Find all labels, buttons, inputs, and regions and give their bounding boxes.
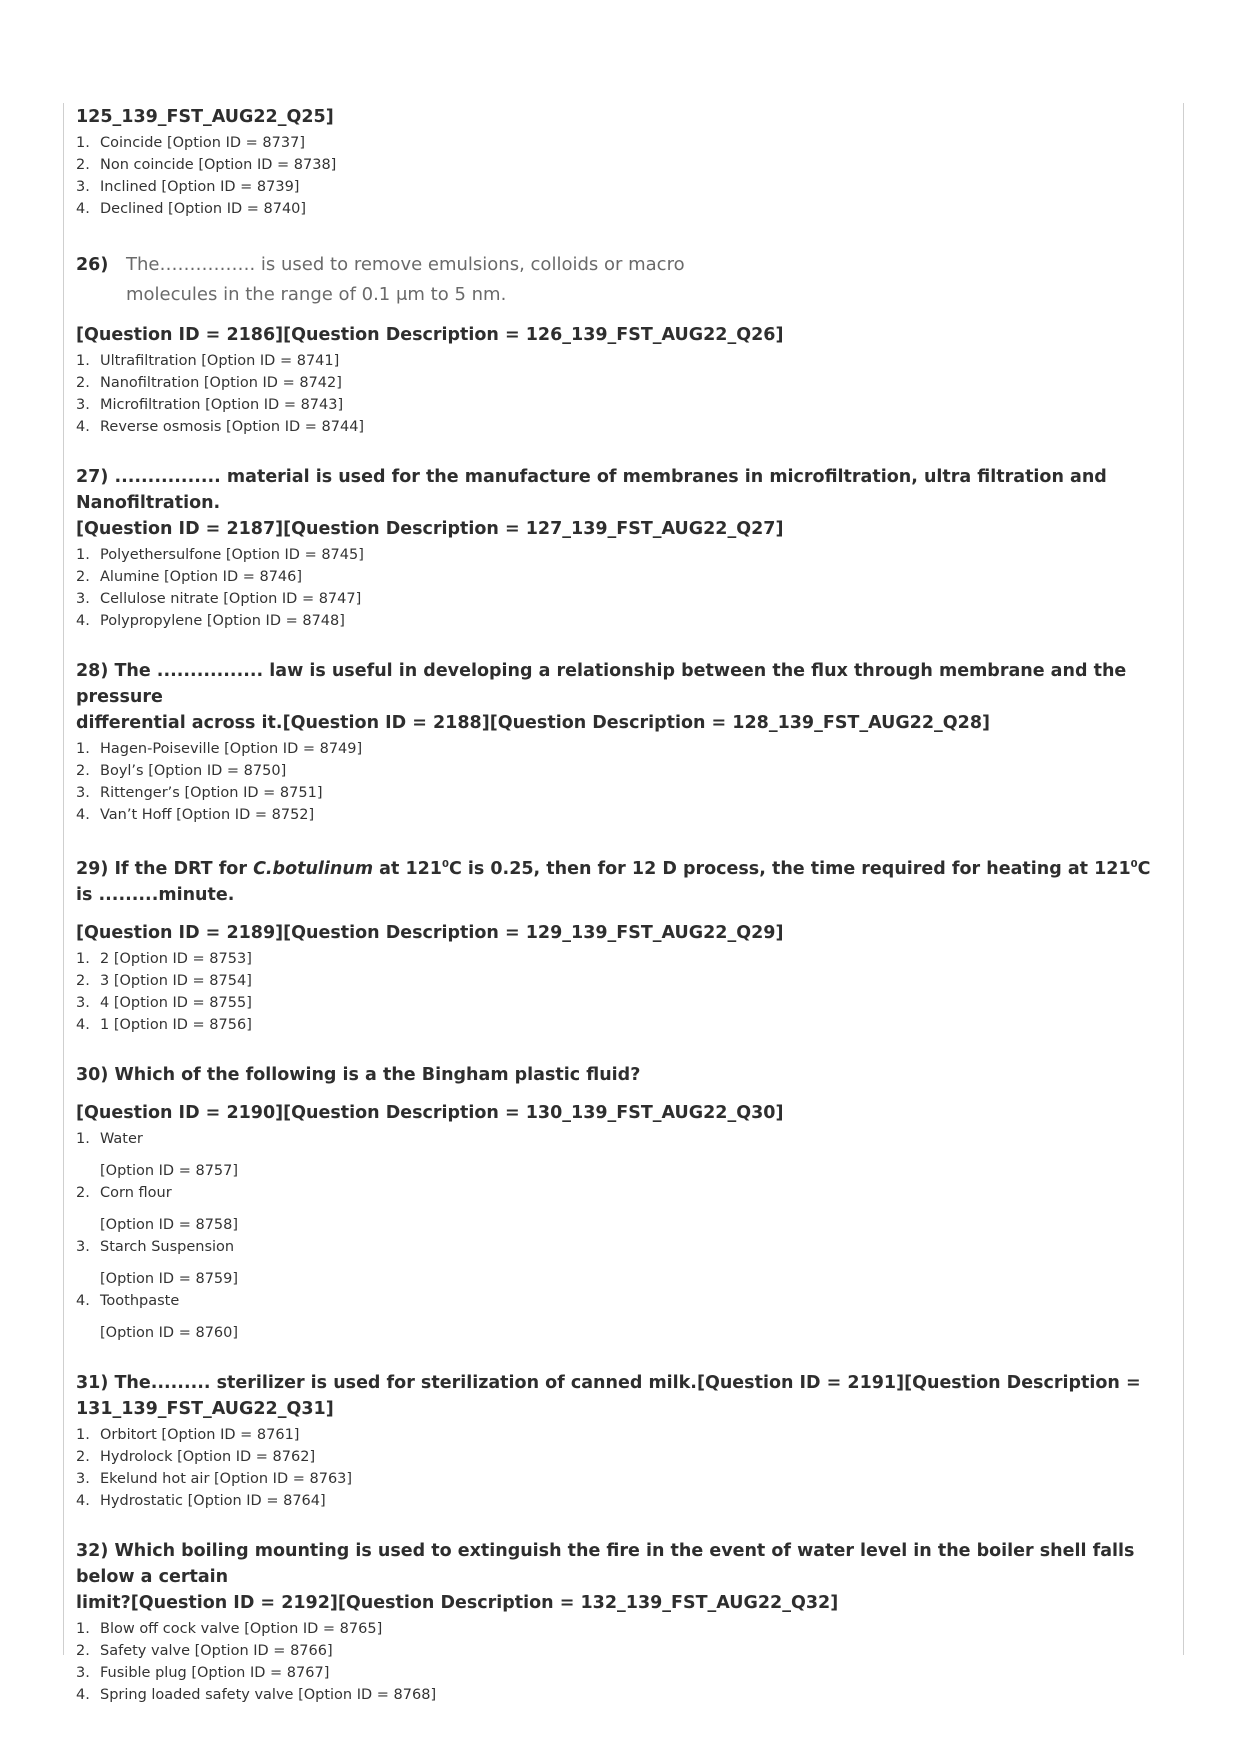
question-27-text: 27) ................ material is used for the manufacture of membranes in microfiltration, ultra filtration and Nanofiltration. bbox=[76, 467, 1107, 513]
question-26-options bbox=[76, 350, 1176, 438]
option-item: 1. Blow off cock valve [Option ID = 8765] bbox=[76, 1620, 383, 1637]
option-item: 4. Polypropylene [Option ID = 8748] bbox=[76, 613, 345, 629]
question-30-text: 30) Which of the following is a the Bingham plastic fluid? bbox=[76, 1064, 641, 1085]
question-32 bbox=[76, 1538, 1176, 1706]
option-item: 1. 2 [Option ID = 8753] bbox=[76, 950, 252, 967]
option-item: 4. Hydrostatic [Option ID = 8764] bbox=[76, 1492, 326, 1509]
question-31-id: 131_139_FST_AUG22_Q31] bbox=[76, 1398, 334, 1419]
question-27 bbox=[76, 464, 1176, 632]
question-26-stem bbox=[76, 250, 1176, 310]
question-27-options bbox=[76, 544, 1176, 632]
option-item: 3. Ekelund hot air [Option ID = 8763] bbox=[76, 1470, 353, 1487]
question-26 bbox=[76, 250, 1176, 438]
question-31-options bbox=[76, 1424, 1176, 1512]
question-30-options bbox=[76, 1128, 1176, 1344]
question-29-options bbox=[76, 948, 1176, 1036]
option-item: 4. Van’t Hoff [Option ID = 8752] bbox=[76, 807, 315, 823]
option-item: 1. Water [Option ID = 8757] bbox=[76, 1130, 239, 1179]
question-29-text: 29) If the DRT for C.botulinum at $121^0C$ is 0.25, then for 12 D process, the time required for heating at $121^0C$ bbox=[76, 858, 1151, 879]
option-item: 4. Declined [Option ID = 8740] bbox=[76, 201, 307, 217]
option-item: 2. Boyl’s [Option ID = 8750] bbox=[76, 763, 287, 779]
question-25-description: 125_139_FST_AUG22_Q25] bbox=[76, 107, 334, 127]
option-item: 4. Reverse osmosis [Option ID = 8744] bbox=[76, 419, 365, 435]
option-item: 1. Polyethersulfone [Option ID = 8745] bbox=[76, 547, 364, 563]
option-item: 3. 4 [Option ID = 8755] bbox=[76, 994, 252, 1011]
question-32-id: limit?[Question ID = 2192][Question Description = 132_139_FST_AUG22_Q32] bbox=[76, 1592, 839, 1613]
option-item: 2. Safety valve [Option ID = 8766] bbox=[76, 1642, 333, 1659]
question-25-options bbox=[76, 132, 1176, 220]
option-item: 3. Inclined [Option ID = 8739] bbox=[76, 179, 300, 195]
question-29-text-cont: is .........minute. bbox=[76, 884, 235, 905]
question-31-text: 31) The......... sterilizer is used for sterilization of canned milk.[Question ID = 2191][Question Description = bbox=[76, 1372, 1141, 1393]
option-item: 3. Rittenger’s [Option ID = 8751] bbox=[76, 785, 323, 801]
question-27-id: [Question ID = 2187][Question Description = 127_139_FST_AUG22_Q27] bbox=[76, 519, 784, 539]
question-page bbox=[76, 104, 1176, 1706]
question-32-options bbox=[76, 1618, 1176, 1706]
option-item: 3. Fusible plug [Option ID = 8767] bbox=[76, 1664, 330, 1681]
option-item: 4. Toothpaste [Option ID = 8760] bbox=[76, 1292, 239, 1341]
question-32-text: 32) Which boiling mounting is used to extinguish the fire in the event of water level in the boiler shell falls below a certain bbox=[76, 1540, 1135, 1587]
question-30 bbox=[76, 1062, 1176, 1344]
option-item: 4. Spring loaded safety valve [Option ID = 8768] bbox=[76, 1686, 437, 1703]
option-item: 3. Cellulose nitrate [Option ID = 8747] bbox=[76, 591, 362, 607]
left-margin-rule bbox=[63, 103, 64, 1655]
question-31 bbox=[76, 1370, 1176, 1512]
question-26-number: 26) bbox=[76, 255, 109, 275]
right-margin-rule bbox=[1183, 103, 1184, 1655]
question-29-id: [Question ID = 2189][Question Description = 129_139_FST_AUG22_Q29] bbox=[76, 922, 784, 943]
option-item: 2. Hydrolock [Option ID = 8762] bbox=[76, 1448, 316, 1465]
option-item: 4. 1 [Option ID = 8756] bbox=[76, 1016, 252, 1033]
option-item: 1. Ultrafiltration [Option ID = 8741] bbox=[76, 353, 340, 369]
question-28-text: 28) The ................ law is useful in developing a relationship between the flux through membrane and the pressure bbox=[76, 661, 1127, 707]
question-30-id: [Question ID = 2190][Question Description = 130_139_FST_AUG22_Q30] bbox=[76, 1102, 784, 1123]
question-26-image-text: The……………. is used to remove emulsions, colloids or macro molecules in the range of 0.1 μm to 5 nm. bbox=[126, 254, 685, 305]
option-item: 2. Alumine [Option ID = 8746] bbox=[76, 569, 303, 585]
option-item: 2. Nanofiltration [Option ID = 8742] bbox=[76, 375, 342, 391]
question-29 bbox=[76, 852, 1176, 1036]
option-item: 2. 3 [Option ID = 8754] bbox=[76, 972, 252, 989]
question-28-id: differential across it.[Question ID = 2188][Question Description = 128_139_FST_AUG22_Q28] bbox=[76, 713, 991, 733]
option-item: 1. Coincide [Option ID = 8737] bbox=[76, 135, 305, 151]
option-item: 3. Starch Suspension [Option ID = 8759] bbox=[76, 1238, 239, 1287]
option-item: 2. Non coincide [Option ID = 8738] bbox=[76, 157, 337, 173]
question-25 bbox=[76, 104, 1176, 220]
option-item: 1. Orbitort [Option ID = 8761] bbox=[76, 1426, 300, 1443]
question-26-id: [Question ID = 2186][Question Description = 126_139_FST_AUG22_Q26] bbox=[76, 325, 784, 345]
option-item: 1. Hagen-Poiseville [Option ID = 8749] bbox=[76, 741, 363, 757]
question-28-options bbox=[76, 738, 1176, 826]
option-item: 2. Corn flour [Option ID = 8758] bbox=[76, 1184, 239, 1233]
question-28 bbox=[76, 658, 1176, 826]
option-item: 3. Microfiltration [Option ID = 8743] bbox=[76, 397, 344, 413]
